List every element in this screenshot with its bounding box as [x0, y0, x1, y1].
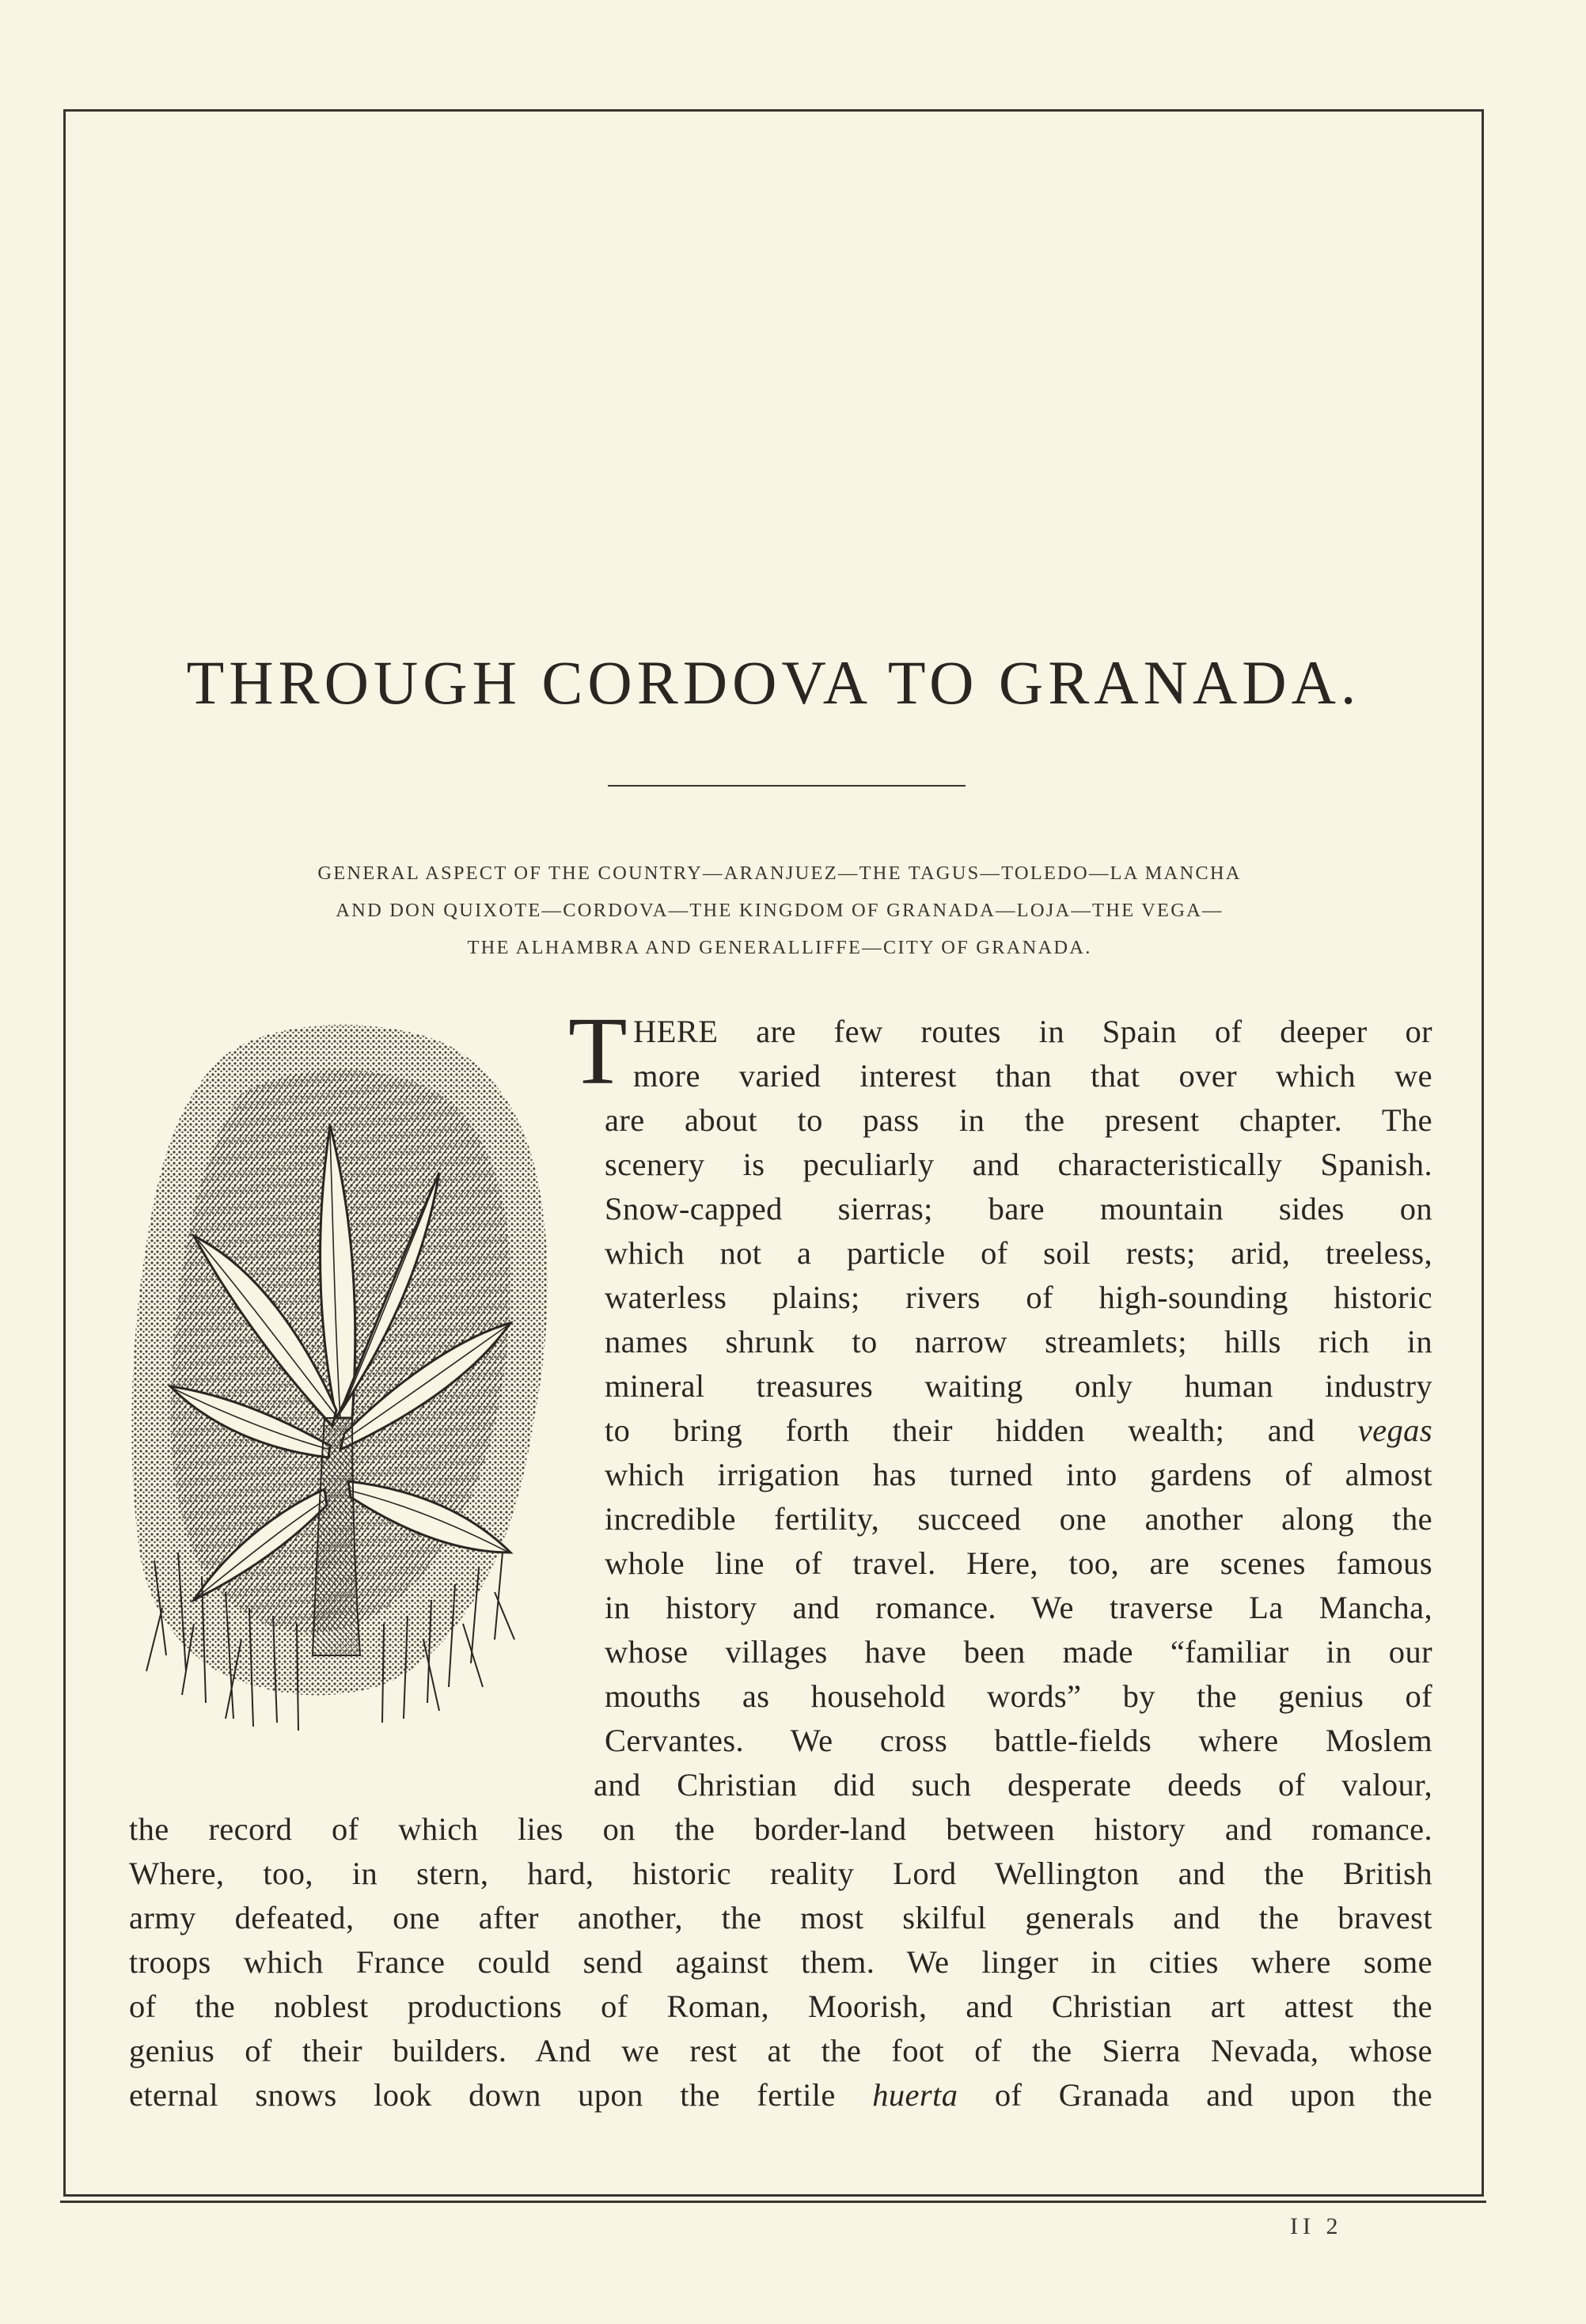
italic-word-huerta: huerta	[872, 2077, 958, 2113]
text-line: in history and romance. We traverse La Mancha,	[605, 1590, 1432, 1625]
text-line-start: to bring forth their hidden wealth; and	[605, 1412, 1315, 1448]
text-line: genius of their builders. And we rest at the foot of the Sierra Nevada, whose	[129, 2033, 1432, 2068]
text-line	[605, 1408, 1432, 1453]
text-line: of the noblest productions of Roman, Moorish, and Christian art attest the	[129, 1988, 1432, 2024]
text-line	[129, 2073, 1432, 2117]
text-line: are about to pass in the present chapter. The	[605, 1102, 1432, 1138]
text-line: mouths as household words” by the genius of	[605, 1678, 1432, 1714]
italic-word-vegas: vegas	[1357, 1412, 1432, 1448]
text-line: scenery is peculiarly and characteristically Spanish.	[605, 1147, 1432, 1182]
text-line: the record of which lies on the border-land between history and romance.	[129, 1811, 1432, 1847]
folio-signature: II 2	[1290, 2213, 1343, 2239]
text-line: troops which France could send against them. We linger in cities where some	[129, 1944, 1432, 1980]
chapter-summary	[158, 855, 1401, 966]
text-line: names shrunk to narrow streamlets; hills rich in	[605, 1324, 1432, 1359]
text-line: army defeated, one after another, the most skilful generals and the bravest	[129, 1900, 1432, 1935]
text-line: more varied interest than that over which we	[633, 1058, 1432, 1094]
text-line: Snow-capped sierras; bare mountain sides on	[605, 1191, 1432, 1226]
text-line: mineral treasures waiting only human industry	[605, 1368, 1432, 1404]
text-line: Where, too, in stern, hard, historic reality Lord Wellington and the British	[129, 1856, 1432, 1891]
banana-plant-engraving	[123, 1007, 566, 1750]
text-line-start: eternal snows look down upon the fertile	[129, 2077, 836, 2113]
drop-cap: T	[568, 998, 628, 1105]
text-line: and Christian did such desperate deeds of valour,	[594, 1767, 1432, 1803]
text-line: HERE are few routes in Spain of deeper or	[633, 1014, 1432, 1049]
text-line-end: of Granada and upon the	[994, 2077, 1432, 2113]
text-line: incredible fertility, succeed one another along the	[605, 1501, 1432, 1537]
text-line: which irrigation has turned into gardens of almost	[605, 1457, 1432, 1492]
text-line: which not a particle of soil rests; arid, treeless,	[605, 1235, 1432, 1271]
title-divider	[608, 785, 966, 787]
text-line: whole line of travel. Here, too, are scenes famous	[605, 1545, 1432, 1581]
text-line: waterless plains; rivers of high-sounding historic	[605, 1280, 1432, 1315]
text-line: Cervantes. We cross battle-fields where Moslem	[605, 1723, 1432, 1758]
summary-line: AND DON QUIXOTE—CORDOVA—THE KINGDOM OF GRANADA—LOJA—THE VEGA—	[336, 900, 1224, 921]
summary-line: GENERAL ASPECT OF THE COUNTRY—ARANJUEZ—THE TAGUS—TOLEDO—LA MANCHA	[317, 862, 1242, 884]
summary-line: THE ALHAMBRA AND GENERALLIFFE—CITY OF GRANADA.	[467, 937, 1092, 958]
text-line: whose villages have been made “familiar in our	[605, 1634, 1432, 1670]
border-bottom-rule	[60, 2201, 1486, 2203]
chapter-title: THROUGH CORDOVA TO GRANADA.	[186, 648, 1361, 717]
